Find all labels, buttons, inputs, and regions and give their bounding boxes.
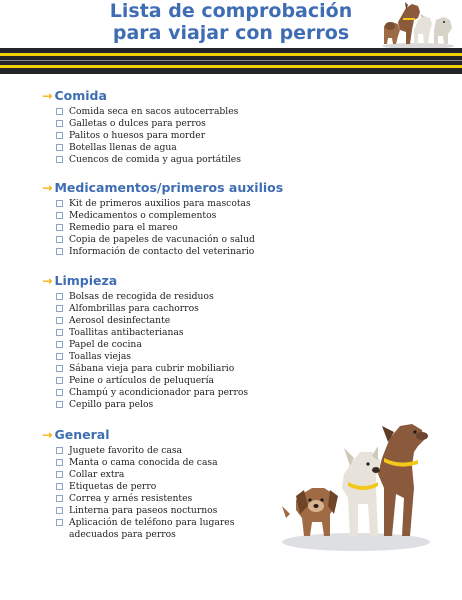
list-item[interactable]: Aplicación de teléfono para lugares adecuados para perros: [56, 517, 234, 541]
list-limpieza: [56, 291, 248, 411]
arrow-right-icon: →: [42, 180, 53, 195]
list-item[interactable]: Peine o artículos de peluquería: [56, 375, 248, 387]
section-title-comida: → Comida: [42, 88, 107, 103]
list-item[interactable]: Champú y acondicionador para perros: [56, 387, 248, 399]
section-title-limpieza: → Limpieza: [42, 273, 118, 288]
list-item[interactable]: Kit de primeros auxilios para mascotas: [56, 198, 255, 210]
checkbox-icon[interactable]: [56, 108, 63, 115]
list-item[interactable]: Toallitas antibacterianas: [56, 327, 248, 339]
list-item[interactable]: Aerosol desinfectante: [56, 315, 248, 327]
checkbox-icon[interactable]: [56, 507, 63, 514]
checkbox-icon[interactable]: [56, 353, 63, 360]
checkbox-icon[interactable]: [56, 317, 63, 324]
checkbox-icon[interactable]: [56, 305, 63, 312]
list-item[interactable]: Correa y arnés resistentes: [56, 493, 234, 505]
checkbox-icon[interactable]: [56, 483, 63, 490]
checkbox-icon[interactable]: [56, 293, 63, 300]
checkbox-icon[interactable]: [56, 236, 63, 243]
list-item[interactable]: Juguete favorito de casa: [56, 445, 234, 457]
list-item[interactable]: Cuencos de comida y agua portátiles: [56, 154, 241, 166]
checkbox-icon[interactable]: [56, 341, 63, 348]
list-item[interactable]: Collar extra: [56, 469, 234, 481]
section-title-medicamentos: → Medicamentos/primeros auxilios: [42, 180, 284, 195]
checkbox-icon[interactable]: [56, 495, 63, 502]
list-item-continuation: adecuados para perros: [69, 529, 176, 540]
list-item[interactable]: Medicamentos o complementos: [56, 210, 255, 222]
section-title-general: → General: [42, 427, 110, 442]
list-item[interactable]: Palitos o huesos para morder: [56, 130, 241, 142]
arrow-right-icon: →: [42, 273, 53, 288]
list-item[interactable]: Alfombrillas para cachorros: [56, 303, 248, 315]
checkbox-icon[interactable]: [56, 519, 63, 526]
arrow-right-icon: →: [42, 427, 53, 442]
checkbox-icon[interactable]: [56, 144, 63, 151]
checkbox-icon[interactable]: [56, 200, 63, 207]
list-medicamentos: [56, 198, 255, 258]
list-item[interactable]: Linterna para paseos nocturnos: [56, 505, 234, 517]
list-item[interactable]: Cepillo para pelos: [56, 399, 248, 411]
list-general: [56, 445, 234, 541]
list-comida: [56, 106, 241, 166]
checkbox-icon[interactable]: [56, 389, 63, 396]
checkbox-icon[interactable]: [56, 459, 63, 466]
arrow-right-icon: →: [42, 88, 53, 103]
list-item[interactable]: Sábana vieja para cubrir mobiliario: [56, 363, 248, 375]
checkbox-icon[interactable]: [56, 401, 63, 408]
list-item[interactable]: Comida seca en sacos autocerrables: [56, 106, 241, 118]
list-item[interactable]: Remedio para el mareo: [56, 222, 255, 234]
list-item[interactable]: Toallas viejas: [56, 351, 248, 363]
checkbox-icon[interactable]: [56, 471, 63, 478]
checkbox-icon[interactable]: [56, 156, 63, 163]
list-item[interactable]: Galletas o dulces para perros: [56, 118, 241, 130]
list-item[interactable]: Botellas llenas de agua: [56, 142, 241, 154]
title-line-2: para viajar con perros: [112, 22, 350, 44]
checkbox-icon[interactable]: [56, 224, 63, 231]
checkbox-icon[interactable]: [56, 212, 63, 219]
checkbox-icon[interactable]: [56, 329, 63, 336]
dogs-illustration: [272, 418, 452, 558]
list-item[interactable]: Manta o cama conocida de casa: [56, 457, 234, 469]
checkbox-icon[interactable]: [56, 132, 63, 139]
checkbox-icon[interactable]: [56, 365, 63, 372]
list-item[interactable]: Copia de papeles de vacunación o salud: [56, 234, 255, 246]
list-item[interactable]: Etiquetas de perro: [56, 481, 234, 493]
dogs-header-illustration: [378, 0, 458, 48]
checkbox-icon[interactable]: [56, 377, 63, 384]
checkbox-icon[interactable]: [56, 447, 63, 454]
list-item[interactable]: Información de contacto del veterinario: [56, 246, 255, 258]
checkbox-icon[interactable]: [56, 248, 63, 255]
title-line-1: Lista de comprobación: [109, 0, 353, 22]
list-item[interactable]: Bolsas de recogida de residuos: [56, 291, 248, 303]
checkbox-icon[interactable]: [56, 120, 63, 127]
road-divider: [0, 48, 462, 74]
list-item[interactable]: Papel de cocina: [56, 339, 248, 351]
